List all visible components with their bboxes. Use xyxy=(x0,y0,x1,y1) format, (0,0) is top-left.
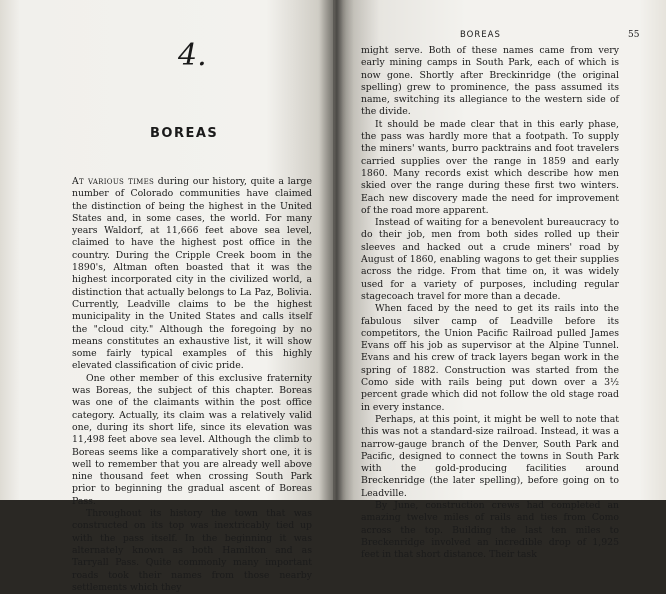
opening-smallcaps: At various times xyxy=(72,176,155,187)
chapter-number: 4. xyxy=(178,38,207,73)
paragraph: Perhaps, at this point, it might be well to note that this was not a standard-size railroad. Instead, it was a narrow-gauge branch of the Denver, South Park and Pacific, designed to connect the towns in South Park with the gold-producing facilities around Breckenridge (the later spelling), before going on to Leadville. xyxy=(361,413,619,499)
paragraph: It should be made clear that in this early phase, the pass was hardly more that a footpath. To supply the miners' wants, burro packtrains and foot travelers carried supplies over the range in 1859 and early 1860. Many records exist which describe how men skied over the range during these first two winters. Each new discovery made the need for improvement of the road more apparent. xyxy=(361,118,619,216)
paragraph: One other member of this exclusive fraternity was Boreas, the subject of this chapter. Boreas was one of the claimants within the post office category. Actually, its claim was a relatively valid one, during its short life, since its elevation was 11,498 feet above sea level. Although the climb to Boreas seems like a comparatively short one, it is well to remember that you are already well above nine thousand feet when crossing South Park prior to beginning the gradual ascent of Boreas Pass. xyxy=(72,372,312,507)
chapter-title: BOREAS xyxy=(150,126,219,141)
paragraph: Throughout its history the town that was constructed on its top was inextricably tied up with the pass itself. In the beginning it was alternately known as both Hamilton and as Tarryall Pass. Quite commonly many important roads took their names from those nearby settlements which they xyxy=(72,508,312,593)
paragraph-text: during our history, quite a large number of Colorado communities have claimed the distinction of being the highest in the United States and, in some cases, the world. For many years Waldorf, at 11,666 feet above sea level, claimed to have the highest post office in the country. During the Cripple Creek boom in the 1890's, Altman often boasted that it was the highest incorporated city in the civilized world, a distinction that actually belongs to La Paz, Bolivia. Currently, Leadville claims to be the highest municipality in the United States and calls itself the "cloud city." Although the foregoing by no means constitutes an exhaustive list, it will show some fairly typical examples of this highly elevated classification of civic pride. xyxy=(72,176,312,372)
paragraph: might serve. Both of these names came from very early mining camps in South Park, each of which is now gone. Shortly after Breckinridge (the original spelling) grew to prominence, the pass assumed its name, switching its allegiance to the western side of the divide. xyxy=(361,45,619,118)
page-number: 55 xyxy=(628,30,640,40)
left-page-body xyxy=(72,176,312,594)
paragraph: By June, construction crews had completed an amazing twelve miles of rails and ties from Como across the top. Building the last ten miles to Breckenridge involved an incredible drop of 1,925 feet in that short distance. Their task xyxy=(361,499,619,561)
paragraph xyxy=(72,176,312,373)
right-page-body xyxy=(361,45,619,561)
running-head: BOREAS xyxy=(460,30,501,40)
paragraph: When faced by the need to get its rails into the fabulous silver camp of Leadville before its competitors, the Union Pacific Railroad pulled James Evans off his job as supervisor at the Alpine Tunnel. Evans and his crew of track layers began work in the spring of 1882. Construction was started from the Como side with rails being put down over a 3½ percent grade which did not follow the old stage road in every instance. xyxy=(361,303,619,413)
paragraph: Instead of waiting for a benevolent bureaucracy to do their job, men from both sides rolled up their sleeves and hacked out a crude miners' road by August of 1860, enabling wagons to get their supplies across the ridge. From that time on, it was widely used for a variety of purposes, including regular stagecoach travel for more than a decade. xyxy=(361,217,619,302)
